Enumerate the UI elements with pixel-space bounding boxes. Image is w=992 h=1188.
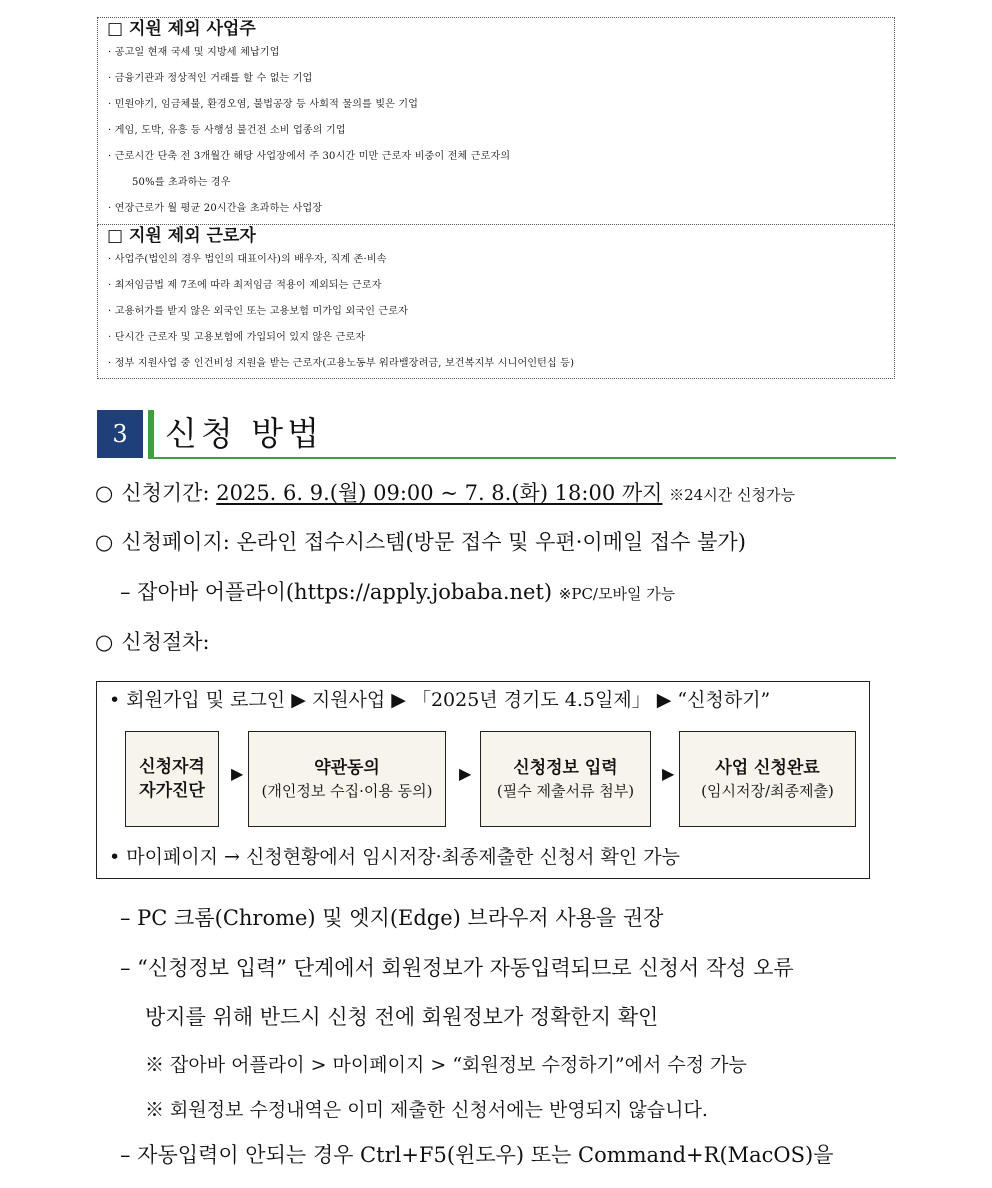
procedure-box bbox=[96, 681, 870, 879]
page-sub-note: ※PC/모바일 가능 bbox=[558, 585, 676, 603]
excluded-business-item-continued: 50%를 초과하는 경우 bbox=[132, 177, 231, 188]
section-accent-bar bbox=[148, 410, 154, 458]
excluded-business-item: · 게임, 도박, 유흥 등 사행성 불건전 소비 업종의 기업 bbox=[108, 125, 346, 136]
excluded-business-item: · 금융기관과 정상적인 거래를 할 수 없는 기업 bbox=[108, 73, 313, 84]
step-subtitle: (필수 제출서류 첨부) bbox=[496, 782, 635, 800]
section-underline bbox=[148, 457, 896, 459]
note-autofill: – “신청정보 입력” 단계에서 회원정보가 자동입력되므로 신청서 작성 오류 bbox=[120, 956, 794, 980]
step-title: 자가진단 bbox=[139, 781, 205, 801]
procedure-label: 신청절차: bbox=[121, 630, 210, 654]
procedure-mypage-line: • 마이페이지 → 신청현황에서 임시저장·최종제출한 신청서 확인 가능 bbox=[109, 846, 681, 868]
page-text: 신청페이지: 온라인 접수시스템(방문 접수 및 우편·이메일 접수 불가) bbox=[121, 530, 746, 554]
period-note: ※24시간 신청가능 bbox=[669, 486, 795, 504]
step-arrow: ▶ bbox=[459, 764, 472, 783]
step-title: 약관동의 bbox=[314, 758, 380, 778]
step-title: 신청자격 bbox=[139, 757, 205, 777]
excluded-business-title: □ 지원 제외 사업주 bbox=[107, 19, 256, 39]
page-sub-line bbox=[120, 577, 675, 609]
note-reference: ※ 잡아바 어플라이 > 마이페이지 > “회원정보 수정하기”에서 수정 가능 bbox=[145, 1054, 747, 1076]
procedure-line bbox=[95, 627, 210, 657]
note-browser: – PC 크롬(Chrome) 및 엣지(Edge) 브라우저 사용을 권장 bbox=[120, 906, 664, 930]
section-heading bbox=[97, 410, 896, 460]
step-application-info bbox=[480, 731, 651, 827]
circle-bullet: ○ bbox=[95, 630, 114, 654]
excluded-business-item: · 근로시간 단축 전 3개월간 해당 사업장에서 주 30시간 미만 근로자 비중이 전체 근로자의 bbox=[108, 151, 511, 162]
page-sub-text: – 잡아바 어플라이(https://apply.jobaba.net) bbox=[120, 580, 553, 604]
note-reference: ※ 회원정보 수정내역은 이미 제출한 신청서에는 반영되지 않습니다. bbox=[145, 1099, 708, 1121]
excluded-workers-title: □ 지원 제외 근로자 bbox=[107, 226, 256, 246]
step-terms-agreement bbox=[248, 731, 446, 827]
step-complete bbox=[679, 731, 856, 827]
circle-bullet: ○ bbox=[95, 481, 114, 505]
excluded-worker-item: · 정부 지원사업 중 인건비성 지원을 받는 근로자(고용노동부 워라밸장려금, 보건복지부 시니어인턴십 등) bbox=[108, 358, 575, 369]
excluded-business-item: · 공고일 현재 국세 및 지방세 체납기업 bbox=[108, 47, 280, 58]
section-title: 신청 방법 bbox=[165, 414, 324, 453]
procedure-nav-line: • 회원가입 및 로그인 ▶ 지원사업 ▶ 「2025년 경기도 4.5일제」 ▶ “신청하기” bbox=[109, 689, 771, 711]
excluded-worker-item: · 고용허가를 받지 않은 외국인 또는 고용보험 미가입 외국인 근로자 bbox=[108, 306, 409, 317]
excluded-workers-box bbox=[97, 225, 895, 379]
excluded-worker-item: · 사업주(법인의 경우 법인의 대표이사)의 배우자, 직계 존·비속 bbox=[108, 254, 387, 265]
page-line bbox=[95, 527, 746, 557]
excluded-worker-item: · 단시간 근로자 및 고용보험에 가입되어 있지 않은 근로자 bbox=[108, 332, 366, 343]
step-title: 신청정보 입력 bbox=[513, 758, 618, 778]
note-refresh: – 자동입력이 안되는 경우 Ctrl+F5(윈도우) 또는 Command+R(MacOS)을 bbox=[120, 1143, 834, 1167]
step-arrow: ▶ bbox=[662, 764, 675, 783]
period-line bbox=[95, 478, 795, 510]
period-value: 2025. 6. 9.(월) 09:00 ~ 7. 8.(화) 18:00 까지 bbox=[216, 481, 663, 505]
step-self-check bbox=[125, 731, 219, 827]
excluded-worker-item: · 최저임금법 제 7조에 따라 최저임금 적용이 제외되는 근로자 bbox=[108, 280, 382, 291]
period-label: 신청기간: bbox=[121, 481, 217, 505]
step-subtitle: (개인정보 수집·이용 동의) bbox=[261, 782, 433, 800]
circle-bullet: ○ bbox=[95, 530, 114, 554]
excluded-business-box bbox=[97, 17, 895, 225]
note-autofill-continued: 방지를 위해 반드시 신청 전에 회원정보가 정확한지 확인 bbox=[145, 1005, 659, 1029]
step-title: 사업 신청완료 bbox=[715, 758, 820, 778]
step-subtitle: (임시저장/최종제출) bbox=[701, 782, 834, 800]
step-arrow: ▶ bbox=[231, 764, 244, 783]
excluded-business-item: · 연장근로가 월 평균 20시간을 초과하는 사업장 bbox=[108, 203, 323, 214]
excluded-business-item: · 민원야기, 임금체불, 환경오염, 불법공장 등 사회적 물의를 빚은 기업 bbox=[108, 99, 419, 110]
section-number: 3 bbox=[97, 410, 143, 458]
